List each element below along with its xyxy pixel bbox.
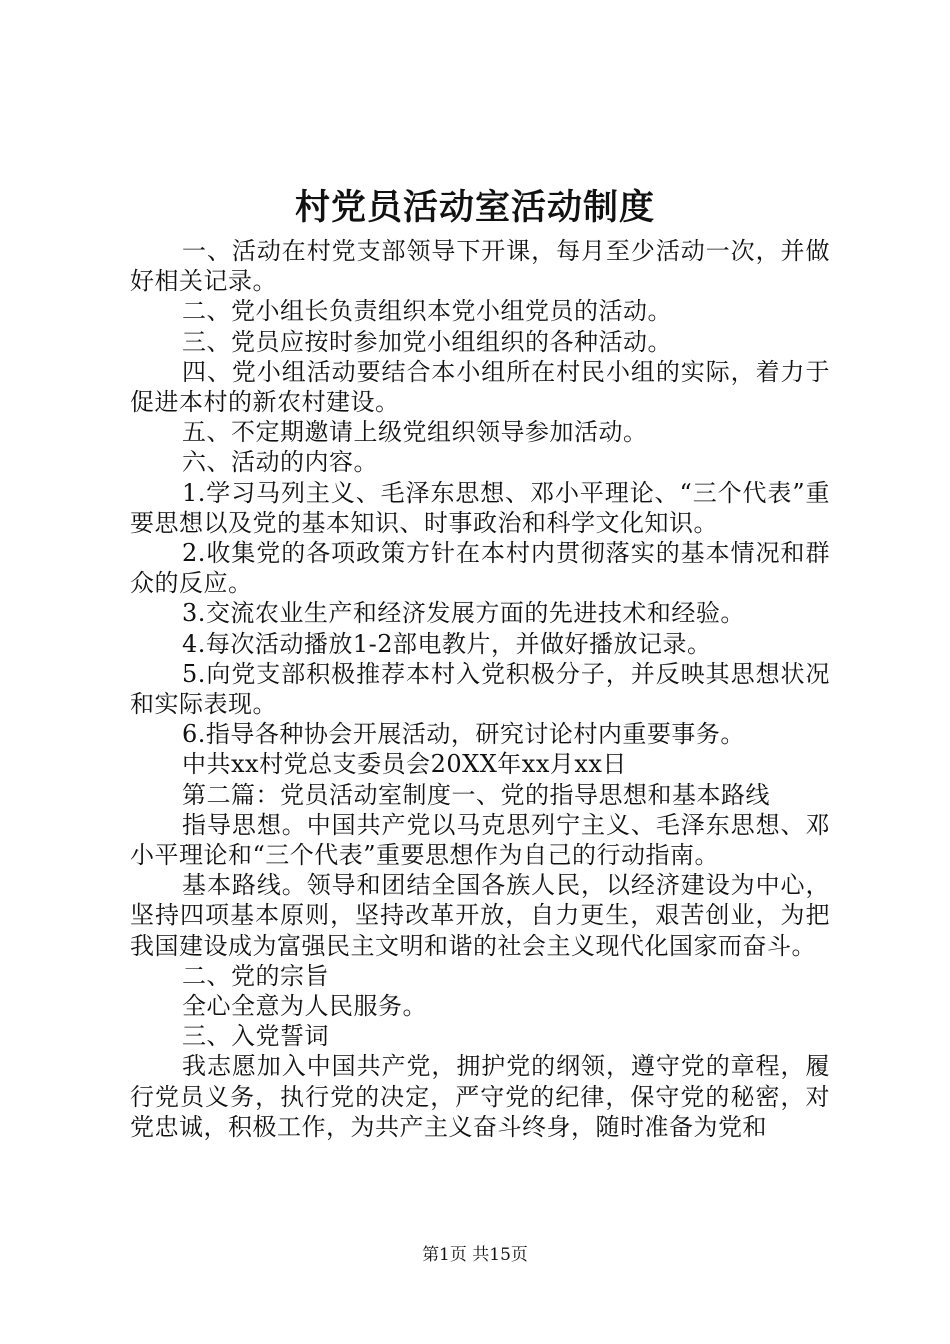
document-body bbox=[130, 236, 830, 1142]
paragraph: 全心全意为人民服务。 bbox=[182, 992, 427, 1021]
paragraph: 基本路线。领导和团结全国各族人民，以经济建设为中心，坚持四项基本原则，坚持改革开放，自力更生，艰苦创业，为把我国建设成为富强民主文明和谐的社会主义现代化国家而奋斗。 bbox=[130, 871, 830, 960]
paragraph: 6.指导各种协会开展活动，研究讨论村内重要事务。 bbox=[182, 720, 745, 749]
paragraph: 指导思想。中国共产党以马克思列宁主义、毛泽东思想、邓小平理论和“三个代表”重要思想作为自己的行动指南。 bbox=[130, 810, 830, 870]
paragraph: 二、党的宗旨 bbox=[182, 961, 329, 990]
paragraph: 五、不定期邀请上级党组织领导参加活动。 bbox=[182, 418, 648, 447]
page-footer: 第1页 共15页 bbox=[422, 1245, 528, 1265]
paragraph: 2.收集党的各项政策方针在本村内贯彻落实的基本情况和群众的反应。 bbox=[130, 539, 830, 598]
paragraph: 5.向党支部积极推荐本村入党积极分子，并反映其思想状况和实际表现。 bbox=[130, 659, 830, 719]
paragraph: 3.交流农业生产和经济发展方面的先进技术和经验。 bbox=[182, 599, 745, 628]
paragraph: 4.每次活动播放1-2部电教片，并做好播放记录。 bbox=[182, 629, 712, 658]
paragraph: 三、党员应按时参加党小组组织的各种活动。 bbox=[182, 327, 672, 356]
paragraph: 第二篇：党员活动室制度一、党的指导思想和基本路线 bbox=[182, 780, 770, 809]
paragraph: 四、党小组活动要结合本小组所在村民小组的实际，着力于促进本村的新农村建设。 bbox=[130, 357, 830, 417]
paragraph: 中共xx村党总支委员会20XX年xx月xx日 bbox=[182, 750, 627, 779]
paragraph: 二、党小组长负责组织本党小组党员的活动。 bbox=[182, 297, 672, 326]
paragraph: 三、入党誓词 bbox=[182, 1022, 329, 1051]
paragraph: 1.学习马列主义、毛泽东思想、邓小平理论、“三个代表”重要思想以及党的基本知识、时事政治和科学文化知识。 bbox=[130, 478, 830, 537]
paragraph: 我志愿加入中国共产党，拥护党的纲领，遵守党的章程，履行党员义务，执行党的决定，严守党的纪律，保守党的秘密，对党忠诚，积极工作，为共产主义奋斗终身，随时准备为党和 bbox=[130, 1052, 830, 1141]
paragraph: 一、活动在村党支部领导下开课，每月至少活动一次，并做好相关记录。 bbox=[130, 237, 830, 296]
paragraph: 六、活动的内容。 bbox=[182, 448, 378, 477]
document-title: 村党员活动室活动制度 bbox=[294, 187, 655, 228]
